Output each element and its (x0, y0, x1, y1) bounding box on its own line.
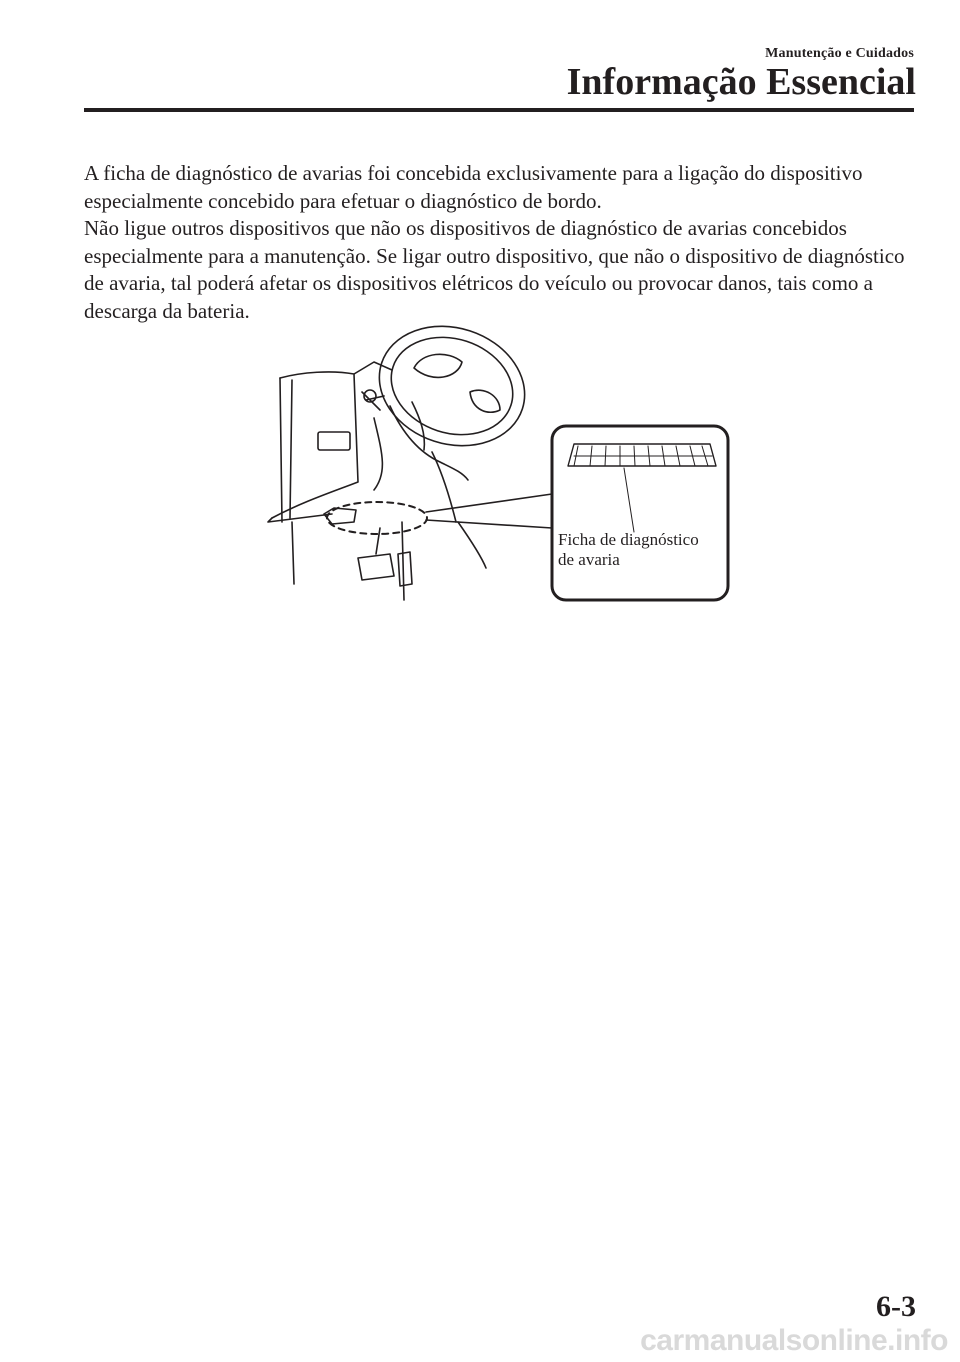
body-text (84, 160, 924, 325)
callout-label-line-2: de avaria (558, 550, 620, 569)
section-label: Manutenção e Cuidados (765, 46, 914, 61)
callout-label-line-1: Ficha de diagnóstico (558, 530, 699, 549)
callout-label (558, 530, 699, 570)
page-number: 6-3 (876, 1290, 916, 1323)
paragraph-2: Não ligue outros dispositivos que não os dispositivos de diagnóstico de avarias concebidos especialmente para a manutenção. Se ligar outro dispositivo, que não o dispositivo de diagnóstico de avaria, tal poderá afetar os dispositivos elétricos do veículo ou provocar danos, tais como a descarga da bateria. (84, 216, 905, 323)
watermark: carmanualsonline.info (640, 1324, 948, 1357)
callout-box (552, 426, 728, 600)
chapter-title: Informação Essencial (566, 61, 916, 103)
steering-wheel-icon (362, 322, 540, 522)
paragraph-1: A ficha de diagnóstico de avarias foi concebida exclusivamente para a ligação do dispositivo especialmente concebido para efetuar o diagnóstico de bordo. (84, 161, 863, 213)
callout-leader (426, 494, 552, 528)
pedals-icon (358, 522, 486, 586)
connector-location-icon (324, 502, 427, 534)
header-rule (84, 108, 914, 112)
